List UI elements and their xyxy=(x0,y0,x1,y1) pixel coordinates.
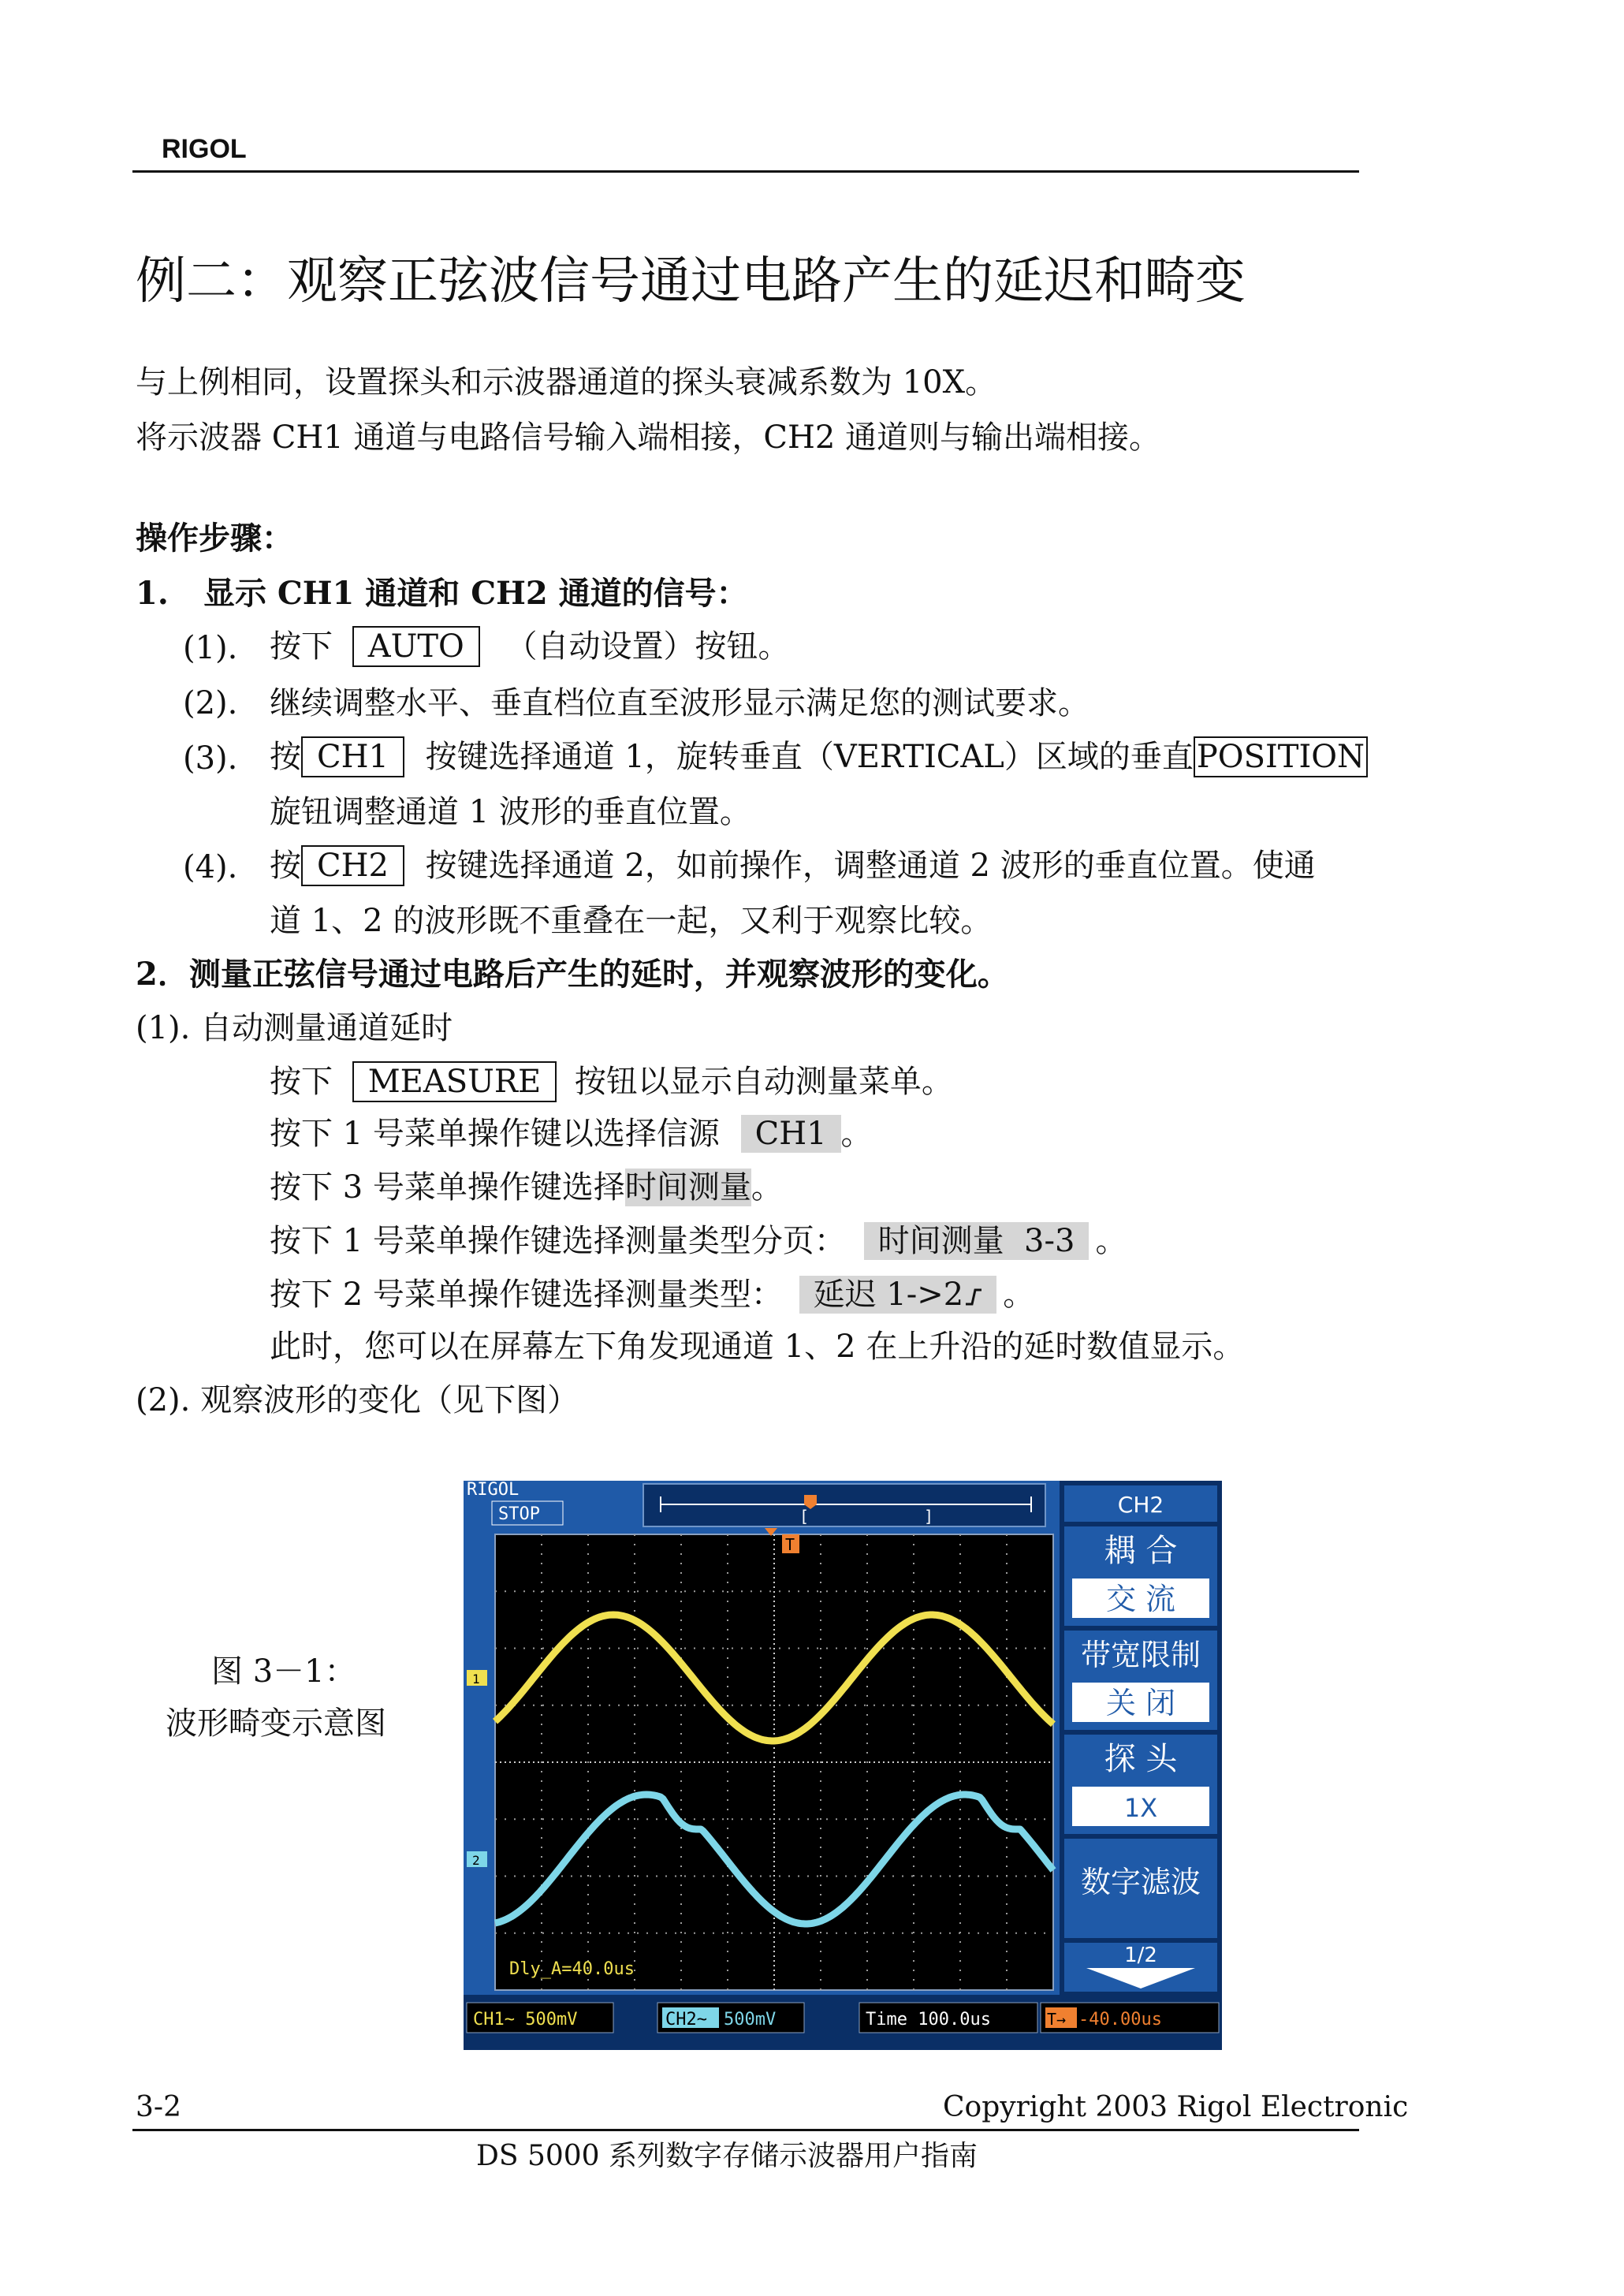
status-time: Time 100.0us xyxy=(866,2010,991,2030)
step2-heading: 2．测量正弦信号通过电路后产生的延时，并观察波形的变化。 xyxy=(136,956,1009,993)
menu-bandwidth-value: 关 闭 xyxy=(1105,1686,1176,1720)
step1-sub3-mid: 按键选择通道 1，旋转垂直（VERTICAL）区域的垂直 xyxy=(425,739,1194,775)
time-measure-option: 时间测量 xyxy=(624,1169,751,1206)
figure-caption-2: 波形畸变示意图 xyxy=(166,1705,386,1742)
step1-sub4-num: (4). xyxy=(183,849,238,885)
step2-l5-pre: 按下 2 号菜单操作键选择测量类型： xyxy=(270,1277,783,1313)
step2-line4 xyxy=(270,1222,1127,1260)
step1-sub4 xyxy=(270,845,1316,886)
auto-key: AUTO xyxy=(352,626,480,667)
intro-line-2: 将示波器 CH1 通道与电路信号输入端相接，CH2 通道则与输出端相接。 xyxy=(136,419,1161,456)
menu-bandwidth-label: 带宽限制 xyxy=(1080,1638,1201,1672)
oscilloscope-screenshot xyxy=(464,1481,1222,2050)
step1-sub4-pre: 按 xyxy=(270,848,301,884)
measure-key: MEASURE xyxy=(352,1061,557,1102)
footer-doc-title: DS 5000 系列数字存储示波器用户指南 xyxy=(476,2140,978,2172)
position-key: POSITION xyxy=(1194,736,1368,777)
step2-l2-pre: 按下 1 号菜单操作键以选择信源 xyxy=(270,1116,720,1152)
step1-sub4-line2: 道 1、2 的波形既不重叠在一起，又利于观察比较。 xyxy=(270,903,993,939)
ch1-marker: 1 xyxy=(472,1672,480,1687)
footer-page-number: 3-2 xyxy=(136,2091,181,2123)
delay-option xyxy=(799,1276,997,1314)
footer-copyright: Copyright 2003 Rigol Electronic xyxy=(943,2091,1409,2123)
step2-line3 xyxy=(270,1168,783,1206)
header-brand: RIGOL xyxy=(162,134,247,164)
steps-heading: 操作步骤： xyxy=(136,520,293,557)
ch2-key: CH2 xyxy=(301,845,404,886)
svg-text:]: ] xyxy=(924,1507,934,1526)
menu-coupling-label: 耦 合 xyxy=(1104,1533,1178,1569)
source-ch1-option: CH1 xyxy=(741,1115,841,1153)
step1-sub3-num: (3). xyxy=(183,740,238,777)
delay-option-label: 延迟 1->2 xyxy=(813,1277,964,1313)
step1-sub3-pre: 按 xyxy=(270,739,301,775)
step2-l1-pre: 按下 xyxy=(270,1064,333,1100)
scope-brand: RIGOL xyxy=(467,1481,520,1500)
rising-edge-icon xyxy=(965,1287,982,1307)
ch2-marker: 2 xyxy=(472,1853,480,1868)
delay-measurement: Dly_A=40.0us xyxy=(509,1959,635,1979)
step1-sub1-num: (1). xyxy=(183,630,238,666)
status-ch1: CH1~ 500mV xyxy=(473,2010,578,2030)
step2-line5 xyxy=(270,1276,1034,1314)
step2-l5-post: 。 xyxy=(1003,1277,1035,1313)
step2-l4-pre: 按下 1 号菜单操作键选择测量类型分页： xyxy=(270,1223,846,1259)
step2-line1 xyxy=(270,1061,953,1102)
step2-l3-pre: 按下 3 号菜单操作键选择 xyxy=(270,1169,625,1206)
status-ch2-label: CH2~ xyxy=(665,2010,707,2030)
time-measure-page-option: 时间测量 3-3 xyxy=(864,1222,1089,1260)
step2-sub1-title: (1). 自动测量通道延时 xyxy=(136,1010,453,1046)
step1-number: 1. xyxy=(136,575,169,612)
step2-line6: 此时，您可以在屏幕左下角发现通道 1、2 在上升沿的延时数值显示。 xyxy=(270,1329,1245,1365)
menu-probe-value: 1X xyxy=(1123,1793,1158,1823)
step1-text: 显示 CH1 通道和 CH2 通道的信号： xyxy=(203,575,748,612)
menu-title: CH2 xyxy=(1117,1492,1164,1518)
menu-coupling-value: 交 流 xyxy=(1105,1582,1176,1616)
scope-svg xyxy=(464,1481,1222,2050)
step1-sub2-num: (2). xyxy=(183,685,238,721)
step2-l2-post: 。 xyxy=(840,1116,873,1152)
step2-l1-post: 按钮以显示自动测量菜单。 xyxy=(574,1064,953,1100)
figure-caption-1: 图 3－1： xyxy=(211,1653,356,1690)
status-trigger-label: T→ xyxy=(1047,2010,1067,2029)
menu-filter-label: 数字滤波 xyxy=(1080,1865,1201,1899)
footer-rule xyxy=(132,2129,1359,2131)
step1-sub2: 继续调整水平、垂直档位直至波形显示满足您的测试要求。 xyxy=(270,685,1089,721)
step1-sub1-post: （自动设置）按钮。 xyxy=(505,628,790,665)
trigger-marker: T xyxy=(785,1535,795,1554)
step1-sub4-mid: 按键选择通道 2，如前操作，调整通道 2 波形的垂直位置。使通 xyxy=(425,848,1316,884)
intro-line-1: 与上例相同，设置探头和示波器通道的探头衰减系数为 10X。 xyxy=(136,364,997,401)
step2-l4-post: 。 xyxy=(1095,1223,1127,1259)
menu-probe-label: 探 头 xyxy=(1104,1741,1178,1777)
step1-sub3-line2: 旋钮调整通道 1 波形的垂直位置。 xyxy=(270,794,751,830)
header-rule xyxy=(132,170,1359,173)
status-trigger-offset: -40.00us xyxy=(1078,2010,1162,2030)
ch1-key: CH1 xyxy=(301,736,404,777)
svg-text:[: [ xyxy=(799,1507,810,1526)
step2-sub2-title: (2). 观察波形的变化（见下图） xyxy=(136,1382,579,1418)
scope-state: STOP xyxy=(498,1504,540,1524)
step2-l3-post: 。 xyxy=(751,1169,783,1206)
status-ch2-value: 500mV xyxy=(724,2010,777,2030)
step1-sub1-pre: 按下 xyxy=(270,628,333,665)
step1-sub1 xyxy=(270,626,790,667)
menu-page: 1/2 xyxy=(1124,1944,1157,1967)
step2-line2 xyxy=(270,1115,873,1153)
page-title: 例二：观察正弦波信号通过电路产生的延迟和畸变 xyxy=(136,252,1246,311)
step1-sub3 xyxy=(270,736,1368,777)
